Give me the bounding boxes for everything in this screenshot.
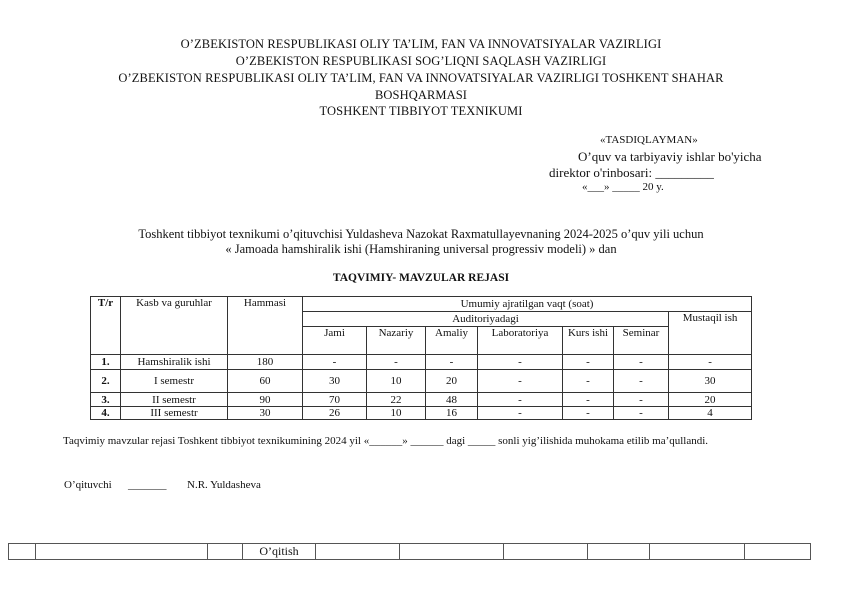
- teacher-label: O’qituvchi: [64, 479, 112, 491]
- row-number: 4.: [91, 407, 121, 420]
- row-amaliy: 16: [426, 407, 478, 420]
- row-total: 30: [228, 407, 303, 420]
- approval-position-line1: O’quv va tarbiyaviy ishlar bo'yicha: [578, 149, 762, 164]
- teacher-name: N.R. Yuldasheva: [187, 479, 261, 491]
- header-mustaqil: Mustaqil ish: [669, 312, 752, 355]
- row-nazariy: 22: [367, 393, 426, 407]
- bottom-cell: [36, 544, 208, 560]
- bottom-table-row: [8, 543, 811, 560]
- ministry-line-2: O’ZBEKISTON RESPUBLIKASI SOG’LIQNI SAQLASH VAZIRLIGI: [235, 54, 607, 68]
- row-kurs: -: [563, 393, 614, 407]
- row-lab: -: [478, 407, 563, 420]
- teacher-signature-blank: _______: [128, 479, 167, 491]
- header-jami: Jami: [303, 327, 367, 355]
- row-name: III semestr: [121, 407, 228, 420]
- row-jami: 26: [303, 407, 367, 420]
- approval-position-line2: direktor o'rinbosari: _________: [549, 165, 714, 180]
- row-total: 60: [228, 370, 303, 393]
- bottom-cell: [504, 544, 588, 560]
- ministry-line-4: BOSHQARMASI: [374, 88, 468, 102]
- row-number: 2.: [91, 370, 121, 393]
- institution-name: TOSHKENT TIBBIYOT TEXNIKUMI: [319, 104, 523, 118]
- row-jami: 70: [303, 393, 367, 407]
- table-row: [91, 393, 752, 407]
- row-nazariy: 10: [367, 370, 426, 393]
- discussion-note: Taqvimiy mavzular rejasi Toshkent tibbiyot texnikumining 2024 yil «______» ______ dagi _____ sonli yig’ilishida muhokama etilib ma’qullandi.: [63, 435, 709, 447]
- row-seminar: -: [614, 407, 669, 420]
- row-lab: -: [478, 355, 563, 370]
- header-umumiy: Umumiy ajratilgan vaqt (soat): [303, 297, 752, 312]
- row-amaliy: 20: [426, 370, 478, 393]
- bottom-cell: [588, 544, 650, 560]
- approval-stamp: «TASDIQLAYMAN»: [600, 134, 698, 146]
- bottom-cell: [400, 544, 504, 560]
- header-tr: T/r: [91, 297, 121, 355]
- row-nazariy: 10: [367, 407, 426, 420]
- row-amaliy: -: [426, 355, 478, 370]
- row-kurs: -: [563, 355, 614, 370]
- header-kurs-ishi: Kurs ishi: [563, 327, 614, 355]
- row-mustaqil: 4: [669, 407, 752, 420]
- row-total: 180: [228, 355, 303, 370]
- intro-line-2: « Jamoada hamshiralik ishi (Hamshiraning universal progressiv modeli) » dan: [225, 242, 617, 256]
- intro-line-1: Toshkent tibbiyot texnikumi o’qituvchisi Yuldasheva Nazokat Raxmatullayevnaning 2024-2025 o’quv yili uchun: [138, 227, 704, 241]
- row-seminar: -: [614, 393, 669, 407]
- plan-table: [90, 296, 752, 420]
- row-number: 3.: [91, 393, 121, 407]
- bottom-cell-oqitish: O’qitish: [243, 544, 316, 560]
- bottom-cell: [745, 544, 811, 560]
- header-group: Kasb va guruhlar: [121, 297, 228, 355]
- row-name: II semestr: [121, 393, 228, 407]
- row-total: 90: [228, 393, 303, 407]
- ministry-line-1: O’ZBEKISTON RESPUBLIKASI OLIY TA’LIM, FAN VA INNOVATSIYALAR VAZIRLIGI: [180, 37, 662, 51]
- row-kurs: -: [563, 407, 614, 420]
- approval-date: «___» _____ 20 y.: [582, 181, 664, 193]
- row-amaliy: 48: [426, 393, 478, 407]
- row-jami: -: [303, 355, 367, 370]
- row-mustaqil: 30: [669, 370, 752, 393]
- row-nazariy: -: [367, 355, 426, 370]
- row-seminar: -: [614, 370, 669, 393]
- row-lab: -: [478, 370, 563, 393]
- table-row: [91, 370, 752, 393]
- row-lab: -: [478, 393, 563, 407]
- header-laboratoriya: Laboratoriya: [478, 327, 563, 355]
- header-total: Hammasi: [228, 297, 303, 355]
- row-seminar: -: [614, 355, 669, 370]
- header-auditoriya: Auditoriyadagi: [303, 312, 669, 327]
- row-kurs: -: [563, 370, 614, 393]
- header-seminar: Seminar: [614, 327, 669, 355]
- row-jami: 30: [303, 370, 367, 393]
- row-name: I semestr: [121, 370, 228, 393]
- bottom-cell: [208, 544, 243, 560]
- bottom-cell: [9, 544, 36, 560]
- row-mustaqil: -: [669, 355, 752, 370]
- bottom-cell: [316, 544, 400, 560]
- ministry-line-3: O’ZBEKISTON RESPUBLIKASI OLIY TA’LIM, FAN VA INNOVATSIYALAR VAZIRLIGI TOSHKENT SHAHAR: [118, 71, 724, 85]
- row-name: Hamshiralik ishi: [121, 355, 228, 370]
- header-nazariy: Nazariy: [367, 327, 426, 355]
- plan-title: TAQVIMIY- MAVZULAR REJASI: [332, 272, 510, 284]
- row-number: 1.: [91, 355, 121, 370]
- row-mustaqil: 20: [669, 393, 752, 407]
- bottom-cell: [650, 544, 745, 560]
- table-row: [91, 355, 752, 370]
- table-row: [91, 407, 752, 420]
- header-amaliy: Amaliy: [426, 327, 478, 355]
